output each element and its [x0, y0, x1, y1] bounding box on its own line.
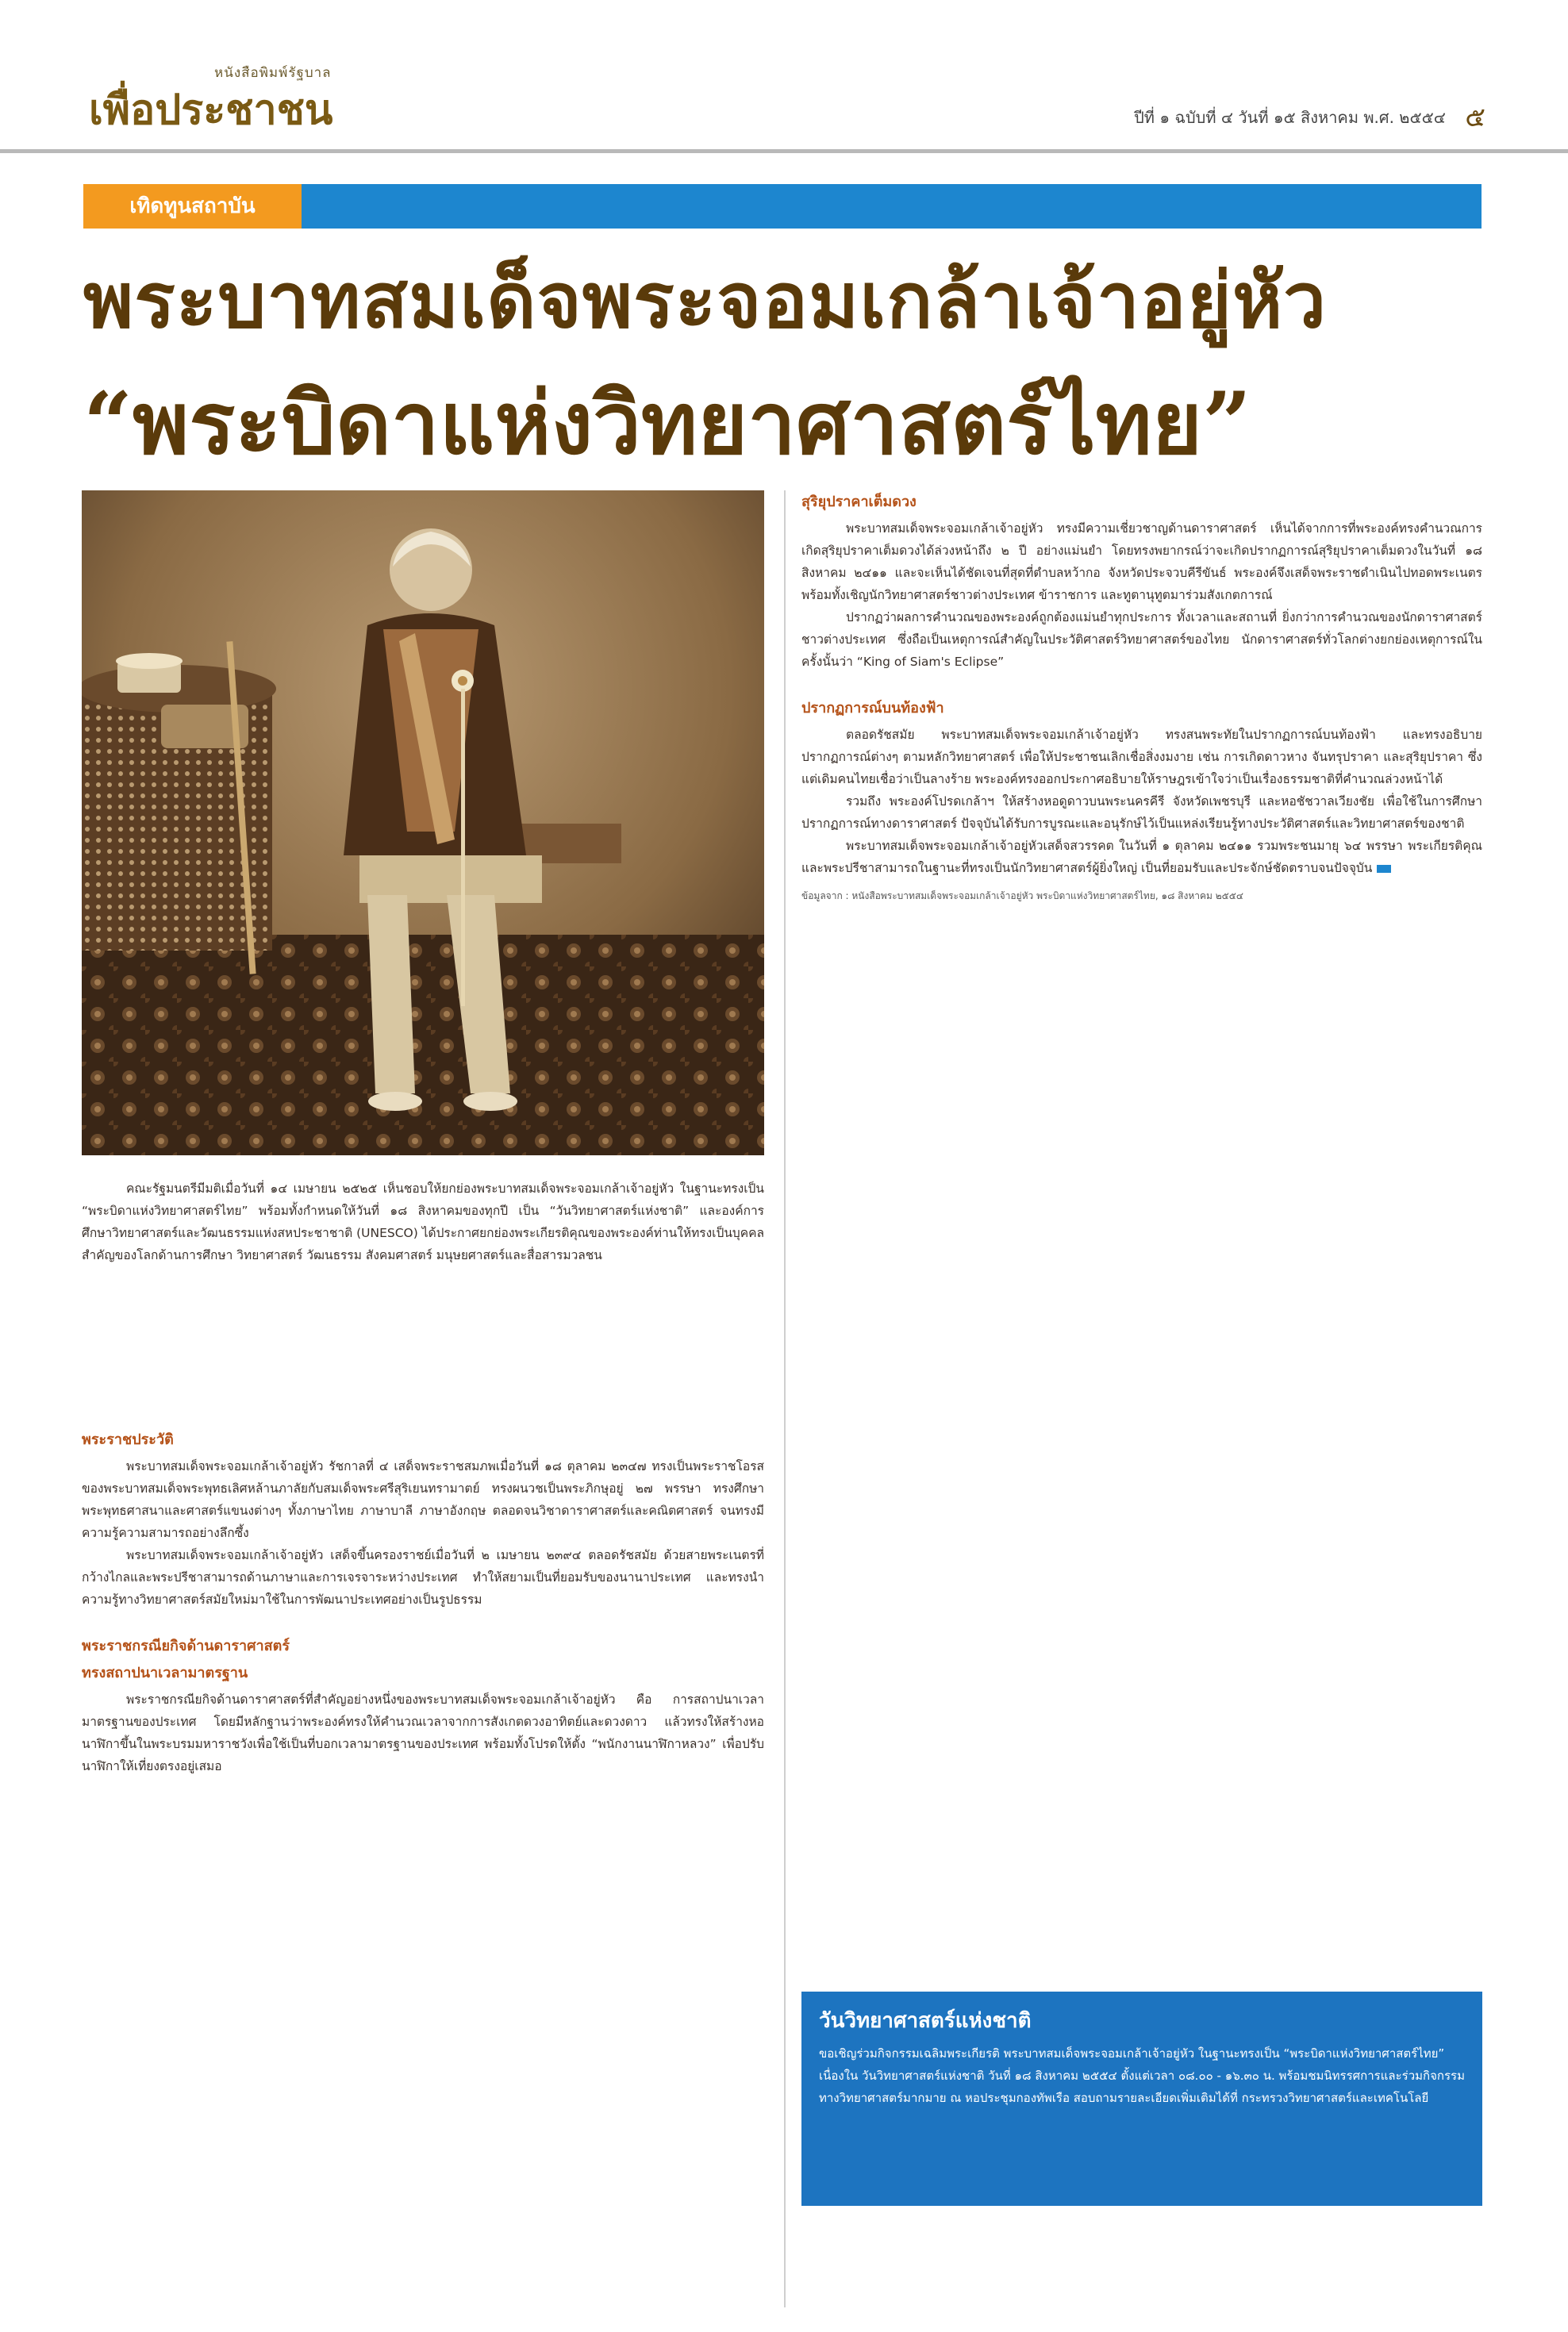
column-divider — [784, 490, 786, 2307]
source-credit: ข้อมูลจาก : หนังสือพระบาทสมเด็จพระจอมเกล้าเจ้าอยู่หัว พระบิดาแห่งวิทยาศาสตร์ไทย, ๑๘ สิงหาคม ๒๕๕๔ — [801, 890, 1243, 901]
section-heading-astronomy: พระราชกรณียกิจด้านดาราศาสตร์ — [82, 1638, 290, 1654]
article-headline — [83, 240, 1482, 486]
portrait-image — [82, 490, 764, 1155]
photo-caption — [82, 1178, 764, 1266]
masthead — [0, 0, 1568, 157]
article-paragraph: พระบาทสมเด็จพระจอมเกล้าเจ้าอยู่หัว ทรงมีความเชี่ยวชาญด้านดาราศาสตร์ เห็นได้จากการที่พระองค์ทรงคำนวณการเกิดสุริยุปราคาเต็มดวงได้ล่วงหน้าถึง ๒ ปี อย่างแม่นยำ โดยทรงพยากรณ์ว่าจะเกิดปรากฏการณ์สุริยุปราคาเต็มดวงในวันที่ ๑๘ สิงหาคม ๒๔๑๑ และจะเห็นได้ชัดเจนที่สุดที่ตำบลหว้ากอ จังหวัดประจวบคีรีขันธ์ พระองค์จึงเสด็จพระราชดำเนินไปทอดพระเนตร พร้อมทั้งเชิญนักวิทยาศาสตร์ชาวต่างประเทศ ข้าราชการ และทูตานุทูตมาร่วมสังเกตการณ์ — [801, 521, 1482, 602]
science-day-body: ขอเชิญร่วมกิจกรรมเฉลิมพระเกียรติ พระบาทสมเด็จพระจอมเกล้าเจ้าอยู่หัว ในฐานะทรงเป็น “พระบิดาแห่งวิทยาศาสตร์ไทย” เนื่องใน วันวิทยาศาสตร์แห่งชาติ วันที่ ๑๘ สิงหาคม ๒๕๕๔ ตั้งแต่เวลา ๐๘.๐๐ - ๑๖.๓๐ น. พร้อมชมนิทรรศการและร่วมกิจกรรมทางวิทยาศาสตร์มากมาย ณ หอประชุมกองทัพเรือ สอบถามรายละเอียดเพิ่มเติมได้ที่ กระทรวงวิทยาศาสตร์และเทคโนโลยี — [819, 2046, 1465, 2105]
article-paragraph: ปรากฏว่าผลการคำนวณของพระองค์ถูกต้องแม่นยำทุกประการ ทั้งเวลาและสถานที่ ยิ่งกว่าการคำนวณของนักดาราศาสตร์ชาวต่างประเทศ ซึ่งถือเป็นเหตุการณ์สำคัญในประวัติศาสตร์วิทยาศาสตร์ของไทย นักดาราศาสตร์ทั่วโลกต่างยกย่องเหตุการณ์ในครั้งนั้นว่า “King of Siam's Eclipse” — [801, 610, 1482, 669]
masthead-divider — [0, 149, 1568, 153]
article-paragraph: พระบาทสมเด็จพระจอมเกล้าเจ้าอยู่หัว รัชกาลที่ ๔ เสด็จพระราชสมภพเมื่อวันที่ ๑๘ ตุลาคม ๒๓๔๗ ทรงเป็นพระราชโอรสของพระบาทสมเด็จพระพุทธเลิศหล้านภาลัยกับสมเด็จพระศรีสุริเยนทรามาตย์ ทรงผนวชเป็นพระภิกษุอยู่ ๒๗ พรรษา ทรงศึกษาพระพุทธศาสนาและศาสตร์แขนงต่างๆ ทั้งภาษาไทย ภาษาบาลี ภาษาอังกฤษ ตลอดจนวิชาดาราศาสตร์และคณิตศาสตร์ จนทรงมีความรู้ความสามารถอย่างลึกซึ้ง — [82, 1459, 764, 1540]
issue-info — [1134, 95, 1485, 138]
section-subheading-standard-time: ทรงสถาปนาเวลามาตรฐาน — [82, 1665, 248, 1681]
article-paragraph: พระราชกรณียกิจด้านดาราศาสตร์ที่สำคัญอย่างหนึ่งของพระบาทสมเด็จพระจอมเกล้าเจ้าอยู่หัว คือ การสถาปนาเวลามาตรฐานของประเทศ โดยมีหลักฐานว่าพระองค์ทรงให้คำนวณเวลาจากการสังเกตดวงอาทิตย์และดวงดาว แล้วทรงให้สร้างหอนาฬิกาขึ้นในพระบรมมหาราชวังเพื่อใช้เป็นที่บอกเวลามาตรฐานของประเทศ พร้อมทั้งโปรดให้ตั้ง “พนักงานนาฬิกาหลวง” เพื่อปรับนาฬิกาให้เที่ยงตรงอยู่เสมอ — [82, 1692, 764, 1773]
section-heading-sky-phenomena: ปรากฏการณ์บนท้องฟ้า — [801, 700, 944, 717]
issue-line: ปีที่ ๑ ฉบับที่ ๔ วันที่ ๑๕ สิงหาคม พ.ศ. ๒๕๕๔ — [1134, 108, 1446, 127]
section-heading-biography: พระราชประวัติ — [82, 1431, 174, 1448]
article-paragraph: ตลอดรัชสมัย พระบาทสมเด็จพระจอมเกล้าเจ้าอยู่หัว ทรงสนพระทัยในปรากฏการณ์บนท้องฟ้า และทรงอธิบายปรากฏการณ์ต่างๆ ตามหลักวิทยาศาสตร์ เพื่อให้ประชาชนเลิกเชื่อสิ่งงมงาย เช่น การเกิดดาวหาง จันทรุปราคา และสุริยุปราคา ซึ่งแต่เดิมคนไทยเชื่อว่าเป็นลางร้าย พระองค์ทรงออกประกาศอธิบายให้ราษฎรเข้าใจว่าเป็นเรื่องธรรมชาติที่คำนวณล่วงหน้าได้ — [801, 728, 1482, 786]
caption-text: คณะรัฐมนตรีมีมติเมื่อวันที่ ๑๔ เมษายน ๒๕๒๕ เห็นชอบให้ยกย่องพระบาทสมเด็จพระจอมเกล้าเจ้าอยู่หัว ในฐานะทรงเป็น “พระบิดาแห่งวิทยาศาสตร์ไทย” พร้อมทั้งกำหนดให้วันที่ ๑๘ สิงหาคมของทุกปี เป็น “วันวิทยาศาสตร์แห่งชาติ” และองค์การศึกษาวิทยาศาสตร์และวัฒนธรรมแห่งสหประชาชาติ (UNESCO) ได้ประกาศยกย่องพระเกียรติคุณของพระองค์ท่านให้ทรงเป็นบุคคลสำคัญของโลกด้านการศึกษา วิทยาศาสตร์ วัฒนธรรม สังคมศาสตร์ มนุษยศาสตร์และสื่อสารมวลชน — [82, 1181, 764, 1262]
science-day-title: วันวิทยาศาสตร์แห่งชาติ — [819, 2009, 1032, 2033]
article-paragraph: รวมถึง พระองค์โปรดเกล้าฯ ให้สร้างหอดูดาวบนพระนครคีรี จังหวัดเพชรบุรี และหอชัชวาลเวียงชัย เพื่อใช้ในการศึกษาปรากฏการณ์ทางดาราศาสตร์ ปัจจุบันได้รับการบูรณะและอนุรักษ์ไว้เป็นแหล่งเรียนรู้ทางประวัติศาสตร์และวิทยาศาสตร์ของชาติ — [801, 794, 1482, 831]
page-number: ๕ — [1465, 102, 1485, 133]
section-bar — [83, 184, 1482, 229]
article-paragraph-final — [801, 835, 1482, 879]
brand-tagline: หนังสือพิมพ์รัฐบาล — [214, 65, 332, 81]
final-paragraph-text: พระบาทสมเด็จพระจอมเกล้าเจ้าอยู่หัวเสด็จสวรรคต ในวันที่ ๑ ตุลาคม ๒๔๑๑ รวมพระชนมายุ ๖๔ พรรษา พระเกียรติคุณและพระปรีชาสามารถในฐานะที่ทรงเป็นนักวิทยาศาสตร์ผู้ยิ่งใหญ่ เป็นที่ยอมรับและประจักษ์ชัดตราบจนปัจจุบัน — [801, 839, 1482, 875]
section-tag[interactable]: เทิดทูนสถาบัน — [83, 184, 302, 229]
article-paragraph: พระบาทสมเด็จพระจอมเกล้าเจ้าอยู่หัว เสด็จขึ้นครองราชย์เมื่อวันที่ ๒ เมษายน ๒๓๙๔ ตลอดรัชสมัย ด้วยสายพระเนตรที่กว้างไกลและพระปรีชาสามารถด้านภาษาและการเจรจาระหว่างประเทศ ทำให้สยามเป็นที่ยอมรับของนานาประเทศ และทรงนำความรู้ทางวิทยาศาสตร์สมัยใหม่มาใช้ในการพัฒนาประเทศอย่างเป็นรูปธรรม — [82, 1548, 764, 1607]
end-of-article-icon — [1377, 865, 1391, 873]
science-day-box — [801, 1992, 1482, 2206]
section-heading-eclipse: สุริยุปราคาเต็มดวง — [801, 494, 917, 510]
newspaper-logo[interactable] — [89, 62, 375, 141]
brand-name: เพื่อประชาชน — [89, 86, 333, 134]
headline-line-2: “พระบิดาแห่งวิทยาศาสตร์ไทย” — [83, 374, 1252, 474]
headline-line-1: พระบาทสมเด็จพระจอมเกล้าเจ้าอยู่หัว — [83, 255, 1328, 345]
article-left-column — [82, 1404, 764, 2309]
article-right-column — [801, 490, 1482, 1974]
royal-portrait-photo — [82, 490, 764, 1155]
